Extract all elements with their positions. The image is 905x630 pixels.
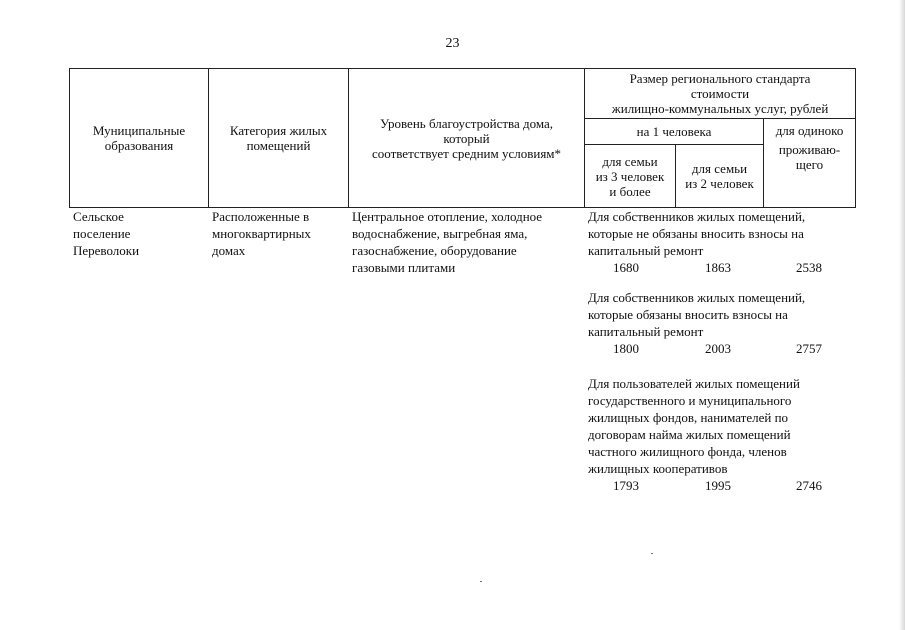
header-family-3: для семьи из 3 человек и более: [585, 145, 676, 208]
value-family-2: 1863: [705, 260, 731, 275]
header-municipal: Муниципальные образования: [70, 69, 209, 208]
tariff-group-capital-repair: Для собственников жилых помещений, которые обязаны вносить взносы на капитальный ремонт 1800 2003 2757: [588, 289, 855, 357]
header-category: Категория жилых помещений: [209, 69, 349, 208]
value-family-2: 2003: [705, 341, 731, 356]
tariff-values: [588, 259, 855, 276]
scan-speck: [480, 581, 482, 582]
page-number: 23: [445, 36, 460, 51]
tariff-group-no-capital-repair: Для собственников жилых помещений, которые не обязаны вносить взносы на капитальный ремонт 1680 1863 2538: [588, 208, 855, 276]
scan-speck: [651, 553, 653, 554]
row-category: Расположенные в многоквартирных домах: [212, 209, 311, 258]
header-per-person: на 1 человека: [585, 119, 764, 145]
value-single: 2746: [796, 478, 822, 493]
row-municipal: Сельское поселение Переволоки: [73, 209, 140, 258]
value-family-3: 1800: [613, 341, 639, 356]
tariff-values: [588, 477, 855, 494]
scan-edge-shadow: [899, 0, 905, 630]
value-family-2: 1995: [705, 478, 731, 493]
tariff-values: [588, 340, 855, 357]
header-family-2: для семьи из 2 человек: [676, 145, 764, 208]
header-table: [69, 68, 856, 208]
tariff-group-tenants: Для пользователей жилых помещений государственного и муниципального жилищных фондов, нанимателей по договорам найма жилых помещений частного жилищного фонда, членов жилищных кооперативов 1793 1995 2746: [588, 375, 855, 494]
value-family-3: 1680: [613, 260, 639, 275]
header-single: для одиноко проживаю- щего: [764, 119, 856, 208]
header-level: Уровень благоустройства дома, который соответствует средним условиям*: [349, 69, 585, 208]
row-level: Центральное отопление, холодное водоснабжение, выгребная яма, газоснабжение, оборудование газовыми плитами: [352, 209, 543, 275]
value-family-3: 1793: [613, 478, 639, 493]
value-single: 2538: [796, 260, 822, 275]
value-single: 2757: [796, 341, 822, 356]
header-standard: Размер регионального стандарта стоимости жилищно-коммунальных услуг, рублей: [585, 69, 856, 119]
